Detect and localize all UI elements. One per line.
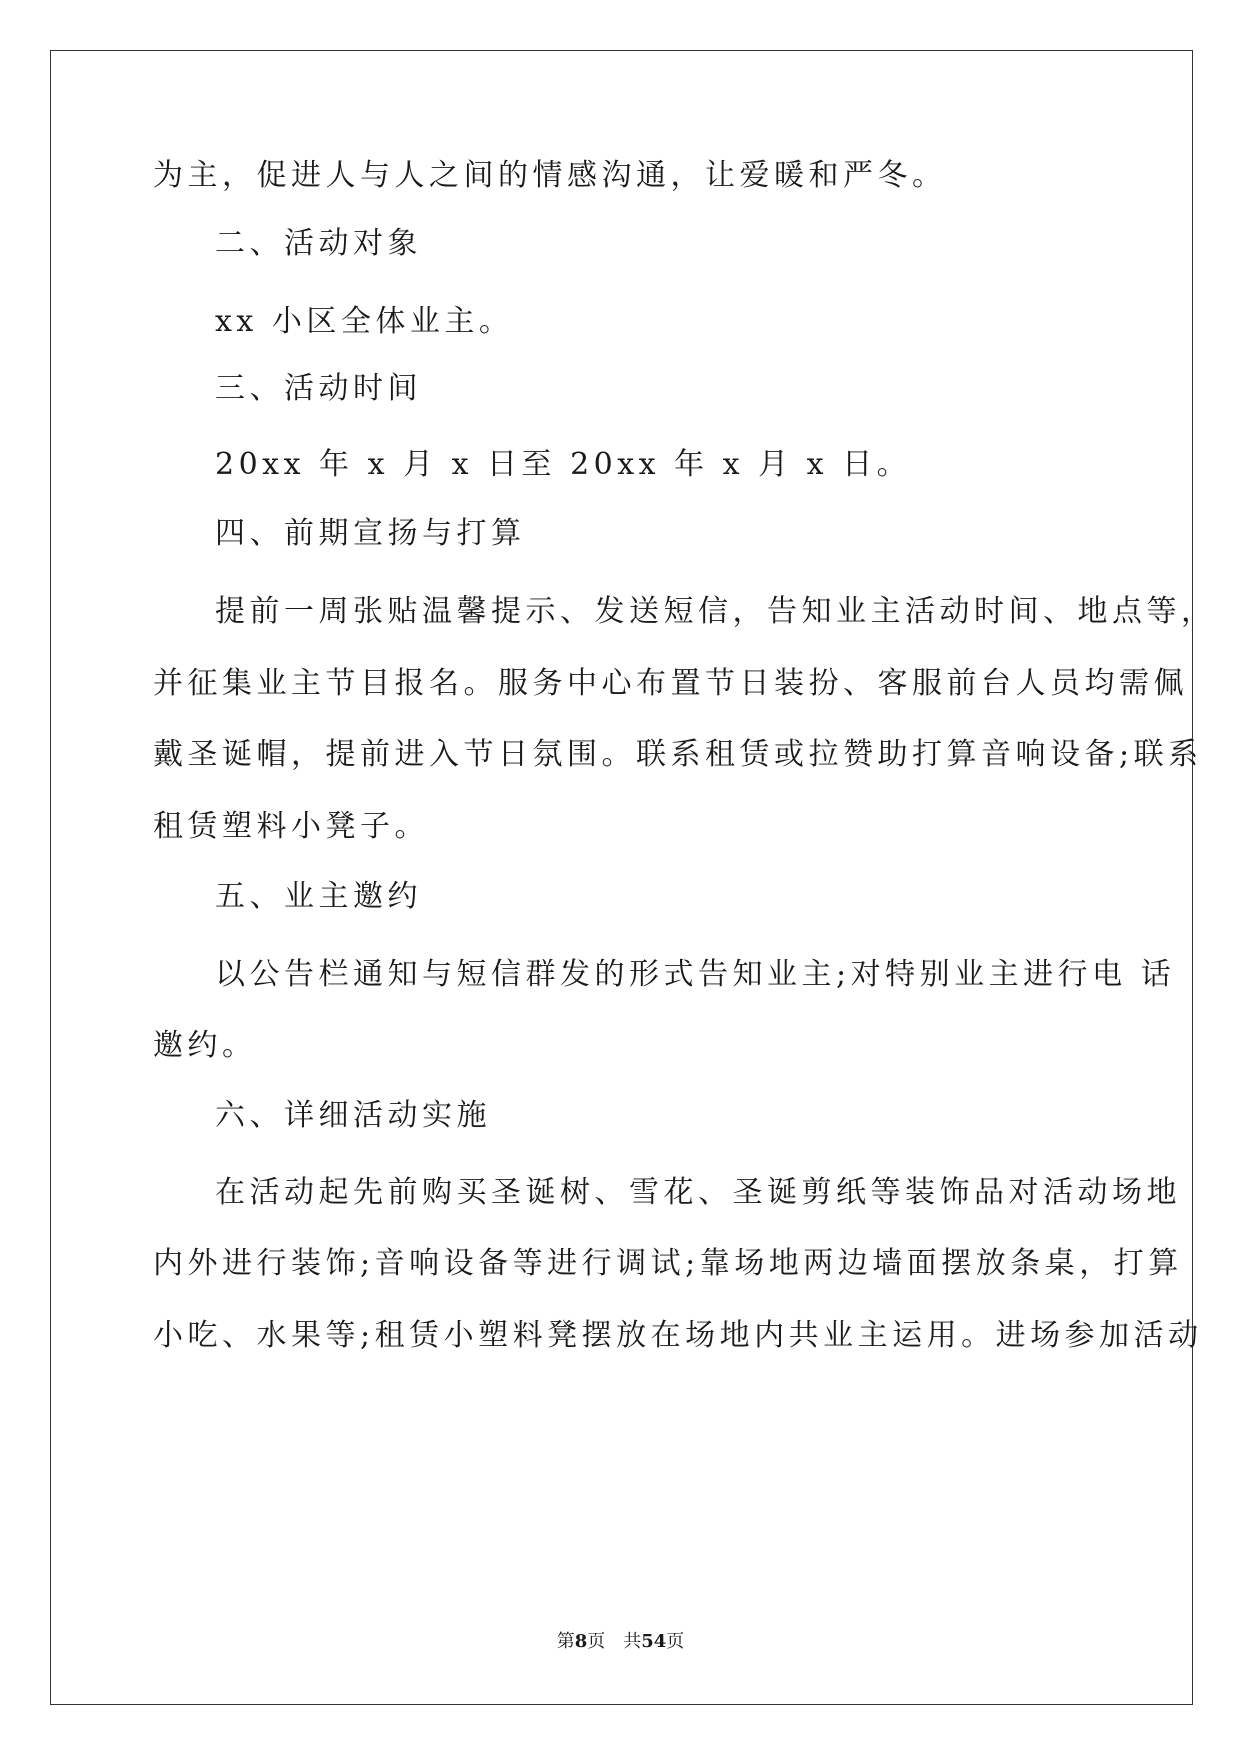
footer-suffix: 页	[666, 1631, 685, 1652]
section-heading: 五、业主邀约	[215, 879, 422, 914]
body-line: 并征集业主节目报名。服务中心布置节日装扮、客服前台人员均需佩	[153, 666, 1188, 701]
body-line: 租赁塑料小凳子。	[153, 809, 429, 844]
section-heading: 六、详细活动实施	[215, 1098, 491, 1133]
footer-prefix: 第	[556, 1631, 575, 1652]
body-line: 戴圣诞帽，提前进入节日氛围。联系租赁或拉赞助打算音响设备;联系	[153, 737, 1203, 772]
section-heading: 三、活动时间	[215, 371, 422, 406]
body-line: 小吃、水果等;租赁小塑料凳摆放在场地内共业主运用。进场参加活动	[153, 1318, 1203, 1353]
footer-mid: 页 共	[587, 1631, 642, 1652]
body-line: 在活动起先前购买圣诞树、雪花、圣诞剪纸等装饰品对活动场地	[215, 1175, 1181, 1210]
footer-total-pages: 54	[641, 1631, 667, 1652]
body-line: 内外进行装饰;音响设备等进行调试;靠场地两边墙面摆放条桌，打算	[153, 1246, 1183, 1281]
body-line: 以公告栏通知与短信群发的形式告知业主;对特别业主进行电 话	[215, 957, 1176, 992]
body-line: 20xx 年 x 月 x 日至 20xx 年 x 月 x 日。	[215, 447, 912, 482]
body-line: 邀约。	[153, 1028, 257, 1063]
body-line: xx 小区全体业主。	[215, 304, 514, 339]
section-heading: 四、前期宣扬与打算	[215, 516, 526, 551]
footer-page-number: 8	[574, 1631, 588, 1652]
body-line: 为主，促进人与人之间的情感沟通，让爱暖和严冬。	[153, 158, 947, 193]
page-footer	[0, 1630, 1241, 1654]
section-heading: 二、活动对象	[215, 226, 422, 261]
body-line: 提前一周张贴温馨提示、发送短信，告知业主活动时间、地点等，	[215, 594, 1216, 629]
